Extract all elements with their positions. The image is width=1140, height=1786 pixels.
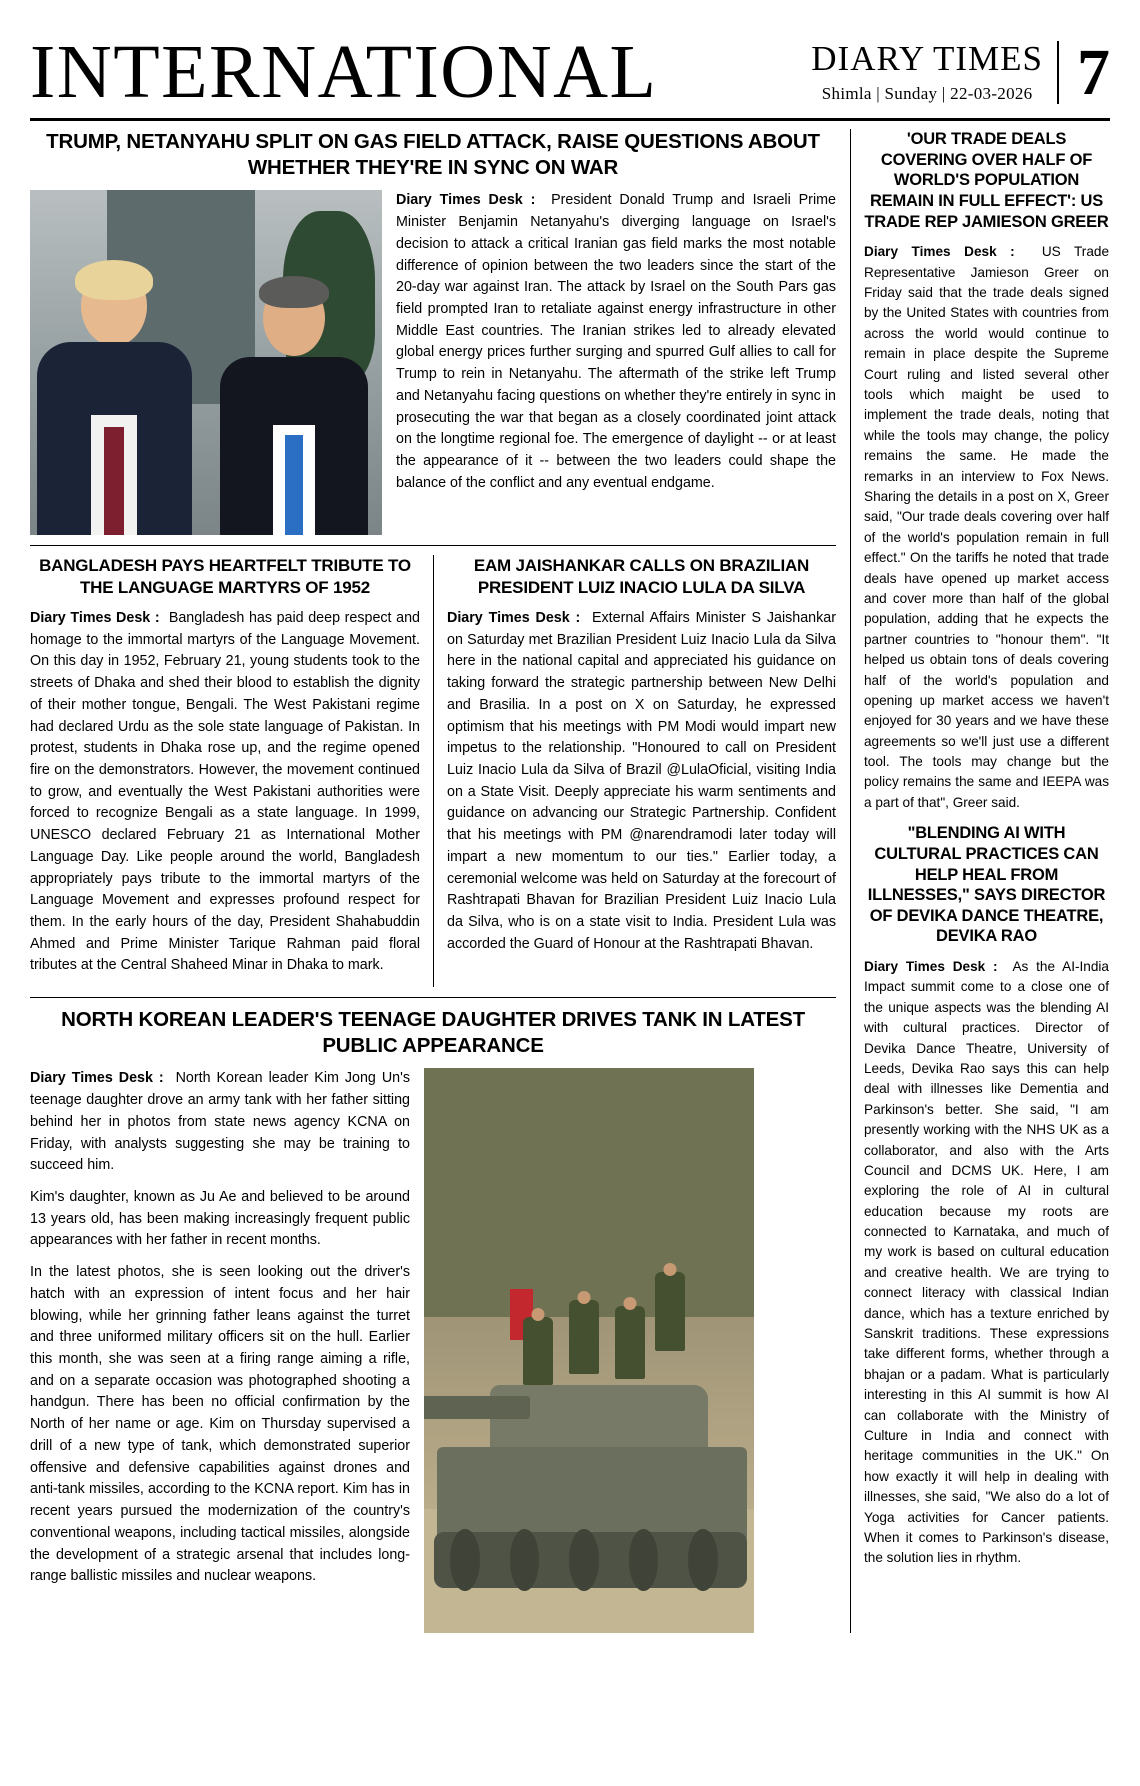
page-content xyxy=(30,129,1110,1633)
headline-trade-deals: 'OUR TRADE DEALS COVERING OVER HALF OF WORLD'S POPULATION REMAIN IN FULL EFFECT': US TRADE REP JAMIESON GREER xyxy=(864,130,1109,231)
headline-trump-netanyahu: TRUMP, NETANYAHU SPLIT ON GAS FIELD ATTACK, RAISE QUESTIONS ABOUT WHETHER THEY'RE IN SYNC ON WAR xyxy=(46,130,820,179)
story-text: Bangladesh has paid deep respect and homage to the immortal martyrs of the Language Movement. On this day in 1952, February 21, young students took to the streets of Dhaka and shed their blood to establish the dignity of their mother tongue, Bengali. The West Pakistani regime had declared Urdu as the sole state language of Pakistan. In protest, students in Dhaka rose up, and the regime opened fire on the demonstrators. However, the movement continued to grow, and eventually the West Pakistani authorities were forced to recognize Bengali as a state language. In 1999, UNESCO declared February 21 as International Mother Language Day. Like people around the world, Bangladesh appropriately pays tribute to the immortal martyrs of the Language Movement and expresses profound respect for them. In the early hours of the day, President Shahabuddin Ahmed and Prime Minister Tarique Rahman paid floral tributes at the Central Shaheed Minar in Dhaka to mark. xyxy=(30,609,420,974)
headline-devika: "BLENDING AI WITH CULTURAL PRACTICES CAN HELP HEAL FROM ILLNESSES," SAYS DIRECTOR OF DEVIKA DANCE THEATRE, DEVIKA RAO xyxy=(867,824,1106,946)
story-text: External Affairs Minister S Jaishankar on Saturday met Brazilian President Luiz Inacio Lula da Silva here in the national capital and appreciated his guidance on taking forward the strategic partnership between New Delhi and Brasilia. In a post on X on Saturday, he expressed optimism that his meetings with PM Modi would impart new impetus to the relationship. "Honoured to call on President Luiz Inacio Lula da Silva of Brazil @LulaOficial, visiting India on a State Visit. Deeply appreciate his warm sentiments and guidance on advancing our Strategic Partnership. Confident that his meetings with PM @narendramodi later today will impart a new momentum to our ties." Earlier today, a ceremonial welcome was held on Saturday at the forecourt of Rashtrapati Bhavan for Brazilian President Luiz Inacio Lula da Silva, who is on a state visit to India. President Lula was accorded the Guard of Honour at the Rashtrapati Bhavan. xyxy=(447,609,836,952)
desk-label: Diary Times Desk : xyxy=(864,244,1015,260)
story-text: President Donald Trump and Israeli Prime Minister Benjamin Netanyahu's diverging language on Israel's decision to attack a critical Iranian gas field marks the most notable difference of opinion between the two leaders since the start of the 20-day war against Iran. The attack by Israel on the South Pars gas field prompted Iran to retaliate against energy infrastructure in other Middle East countries. The Iranian strikes led to already elevated global energy prices further surging and spurred Gulf allies to call for Trump to rein in Netanyahu. The aftermath of the strike left Trump and Netanyahu facing questions on whether they're entirely in sync in prosecuting the war that began as a closely coordinated joint attack on the longtime regional foe. The emergence of daylight -- or at least the appearance of it -- between the two leaders could shape the balance of the conflict and any eventual endgame. xyxy=(396,192,836,491)
story-body xyxy=(396,190,836,494)
story-trump-netanyahu xyxy=(30,129,836,535)
story-body xyxy=(30,608,420,977)
dateline: Shimla | Sunday | 22-03-2026 xyxy=(821,84,1033,104)
headline-bangladesh: BANGLADESH PAYS HEARTFELT TRIBUTE TO THE LANGUAGE MARTYRS OF 1952 xyxy=(39,556,411,597)
story-north-korea xyxy=(30,1007,836,1633)
trump-netanyahu-photo xyxy=(30,190,382,535)
story-devika xyxy=(864,823,1109,1568)
masthead-right xyxy=(811,35,1110,109)
divider xyxy=(30,997,836,998)
story-text: US Trade Representative Jamieson Greer on Friday said that the trade deals signed by the United States with countries from across the world would continue to remain in place despite the Supreme Court ruling and listed several other tools which maight be used to implement the trade deals, noting that while the tools may change, the policy remains the same. He made the remarks in an interview to Fox News. Sharing the details in a post on X, Greer said, "Our trade deals covering over half of the world's population remain in full effect." On the tariffs he noted that trade deals have opened up market access and cover more than half of the global population, adding that he expects the partner countries to "honour them". "It helped us obtain tons of deals covering half of the world's population and opening up market access we haven't enjoyed for 30 years and we have these agreements so we'll just use a different tool. The tools may change but the policy remains the same and IEEPA was a part of that", Greer said. xyxy=(864,244,1110,810)
desk-label: Diary Times Desk : xyxy=(447,609,581,626)
story-jaishankar xyxy=(433,555,836,987)
desk-label: Diary Times Desk : xyxy=(864,959,998,974)
side-column xyxy=(851,129,1109,1633)
brand-block xyxy=(811,41,1059,104)
headline-jaishankar: EAM JAISHANKAR CALLS ON BRAZILIAN PRESIDENT LUIZ INACIO LULA DA SILVA xyxy=(473,556,810,597)
page-number: 7 xyxy=(1077,35,1110,109)
story-body xyxy=(864,957,1109,1569)
section-title: INTERNATIONAL xyxy=(30,30,658,114)
brand-name: DIARY TIMES xyxy=(811,39,1043,79)
story-body xyxy=(447,608,836,956)
story-paragraph: In the latest photos, she is seen looking out the driver's hatch with an expression of intent focus and her hair blowing, while her grinning father leans against the turret and three uniformed military officers sit on the hull. Earlier this month, she was seen at a firing range aiming a rifle, and on a separate occasion was photographed shooting a handgun. There has been no official confirmation by the North of her name or age. Kim on Thursday supervised a drill of a new type of tank, which demonstrated superior offensive and defensive capabilities against drones and anti-tank missiles, according to the KCNA report. Kim has in recent years pursued the modernization of the country's conventional weapons, including tactical missiles, alongside the development of a strategic arsenal that includes long-range ballistic missiles and nuclear weapons. xyxy=(30,1264,410,1585)
divider xyxy=(30,545,836,546)
story-body xyxy=(864,242,1109,813)
story-text: North Korean leader Kim Jong Un's teenage daughter drove an army tank with her father sitting behind her in photos from state news agency KCNA on Friday, with analysts suggesting she may be training to succeed him. xyxy=(30,1070,410,1174)
story-text: As the AI-India Impact summit come to a close one of the unique aspects was the blending AI with cultural practices. Director of Devika Dance Theatre, University of Leeds, Devika Rao says this can help deal with illnesses like Dementia and Parkinson's better. She said, "I am presently working with the NHS UK as a collaborator, and also with the Arts Council and DCMS UK. Here, I am exploring the role of AI in cultural education because my roots are connected to Karnataka, and much of my work is based on cultural education and creative health. We are trying to connect literacy with classical Indian dance, which has a texture enriched by Sanskrit traditions. These expressions take different forms, whether through a bhajan or a padam. What is particularly interesting in this AI summit is how AI can collaborate with the Ministry of Culture in India and connect with heritage communities in the UK." On how exactly it will help in dealing with illnesses, she said, "We also do a lot of Yoga activities for Cancer patients. When it comes to Parkinson's disease, the solution lies in rhythm. xyxy=(864,959,1109,1566)
story-trade-deals xyxy=(864,129,1109,813)
desk-label: Diary Times Desk : xyxy=(30,609,160,626)
story-paragraph: Kim's daughter, known as Ju Ae and believed to be around 13 years old, has been making increasingly frequent public appearances with her father in recent months. xyxy=(30,1189,410,1249)
main-column xyxy=(30,129,850,1633)
story-bangladesh xyxy=(30,555,433,987)
masthead-rule xyxy=(30,118,1110,121)
desk-label: Diary Times Desk : xyxy=(30,1070,164,1087)
two-column-zone xyxy=(30,555,836,987)
tank-with-soldiers-photo xyxy=(424,1068,754,1633)
desk-label: Diary Times Desk : xyxy=(396,192,536,209)
story-body xyxy=(30,1068,410,1177)
headline-north-korea: NORTH KOREAN LEADER'S TEENAGE DAUGHTER DRIVES TANK IN LATEST PUBLIC APPEARANCE xyxy=(61,1008,805,1057)
masthead xyxy=(30,30,1110,114)
